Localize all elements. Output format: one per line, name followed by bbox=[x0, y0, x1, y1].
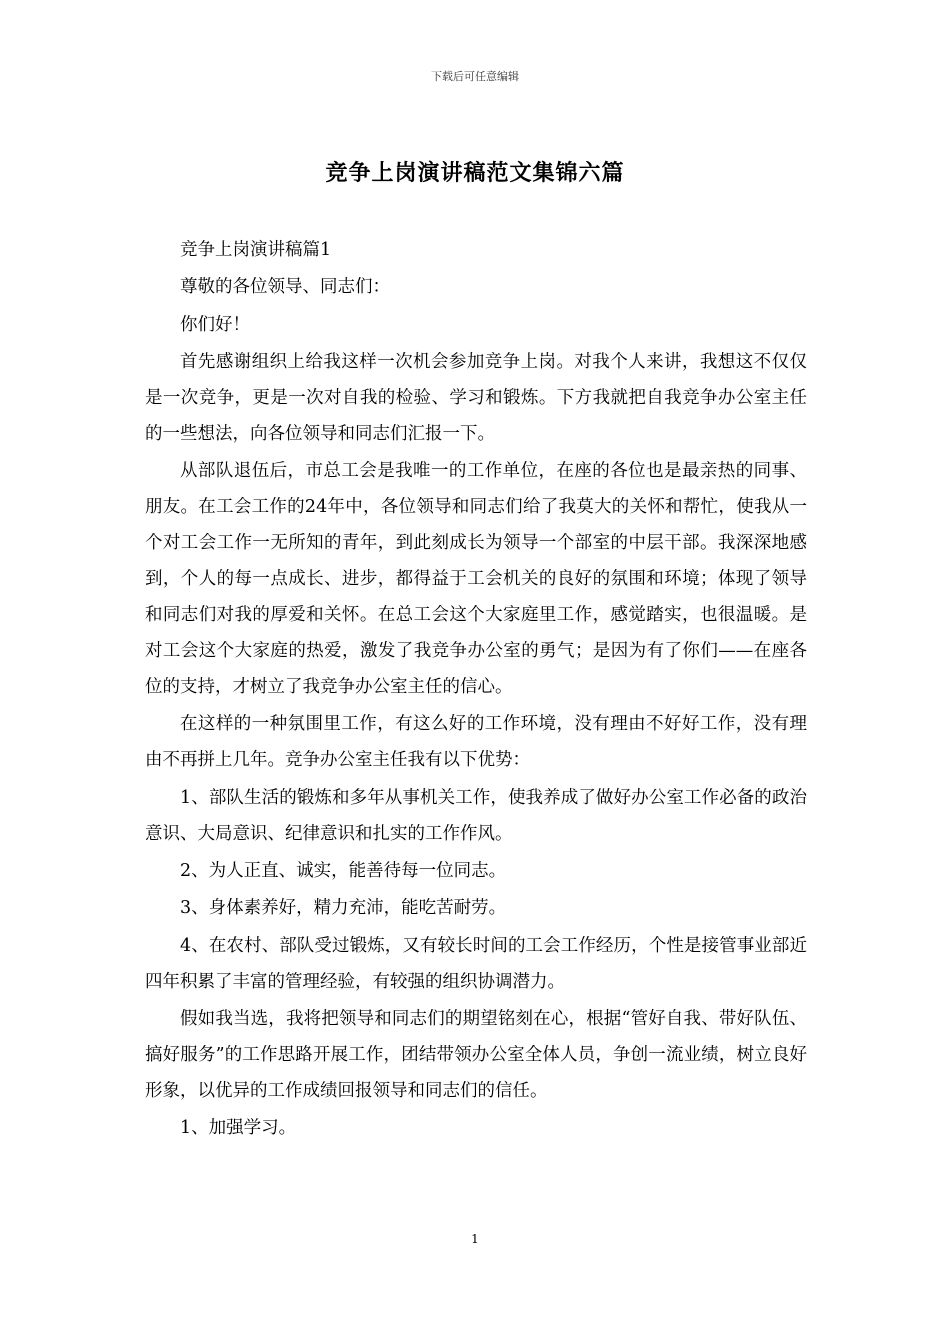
salutation: 尊敬的各位领导、同志们： bbox=[180, 277, 390, 298]
section-heading: 竞争上岗演讲稿篇1 bbox=[180, 240, 332, 260]
list-item: 1、部队生活的锻炼和多年从事机关工作，使我养成了做好办公室工作必备的政治意识、大局意识、纪律意识和扎实的工作作风。 bbox=[145, 787, 807, 844]
page-header-note: 下载后可任意编辑 bbox=[431, 70, 519, 83]
list-item: 4、在农村、部队受过锻炼，又有较长时间的工会工作经历，个性是接管事业部近四年积累了丰富的管理经验，有较强的组织协调潜力。 bbox=[145, 935, 807, 992]
body-paragraph: 从部队退伍后，市总工会是我唯一的工作单位，在座的各位也是最亲热的同事、朋友。在工会工作的24年中，各位领导和同志们给了我莫大的关怀和帮忙，使我从一个对工会工作一无所知的青年，到此刻成长为领导一个部室的中层干部。我深深地感到，个人的每一点成长、进步，都得益于工会机关的良好的氛围和环境；体现了领导和同志们对我的厚爱和关怀。在总工会这个大家庭里工作，感觉踏实，也很温暖。是对工会这个大家庭的热爱，激发了我竞争办公室的勇气；是因为有了你们——在座各位的支持，才树立了我竞争办公室主任的信心。 bbox=[145, 461, 807, 698]
document-body bbox=[145, 232, 807, 1148]
list-item: 1、加强学习。 bbox=[180, 1118, 297, 1139]
page-number: 1 bbox=[471, 1232, 479, 1246]
list-item: 2、为人正直、诚实，能善待每一位同志。 bbox=[180, 861, 507, 882]
body-paragraph: 假如我当选，我将把领导和同志们的期望铭刻在心，根据“管好自我、带好队伍、搞好服务”的工作思路开展工作，团结带领办公室全体人员，争创一流业绩，树立良好形象，以优异的工作成绩回报领导和同志们的信任。 bbox=[145, 1008, 807, 1101]
greeting: 你们好！ bbox=[180, 314, 250, 335]
list-item: 3、身体素养好，精力充沛，能吃苦耐劳。 bbox=[180, 898, 507, 919]
body-paragraph: 在这样的一种氛围里工作，有这么好的工作环境，没有理由不好好工作，没有理由不再拼上几年。竞争办公室主任我有以下优势： bbox=[145, 714, 807, 771]
document-title: 竞争上岗演讲稿范文集锦六篇 bbox=[325, 160, 625, 186]
body-paragraph: 首先感谢组织上给我这样一次机会参加竞争上岗。对我个人来讲，我想这不仅仅是一次竞争，更是一次对自我的检验、学习和锻炼。下方我就把自我竞争办公室主任的一些想法，向各位领导和同志们汇报一下。 bbox=[145, 351, 807, 444]
